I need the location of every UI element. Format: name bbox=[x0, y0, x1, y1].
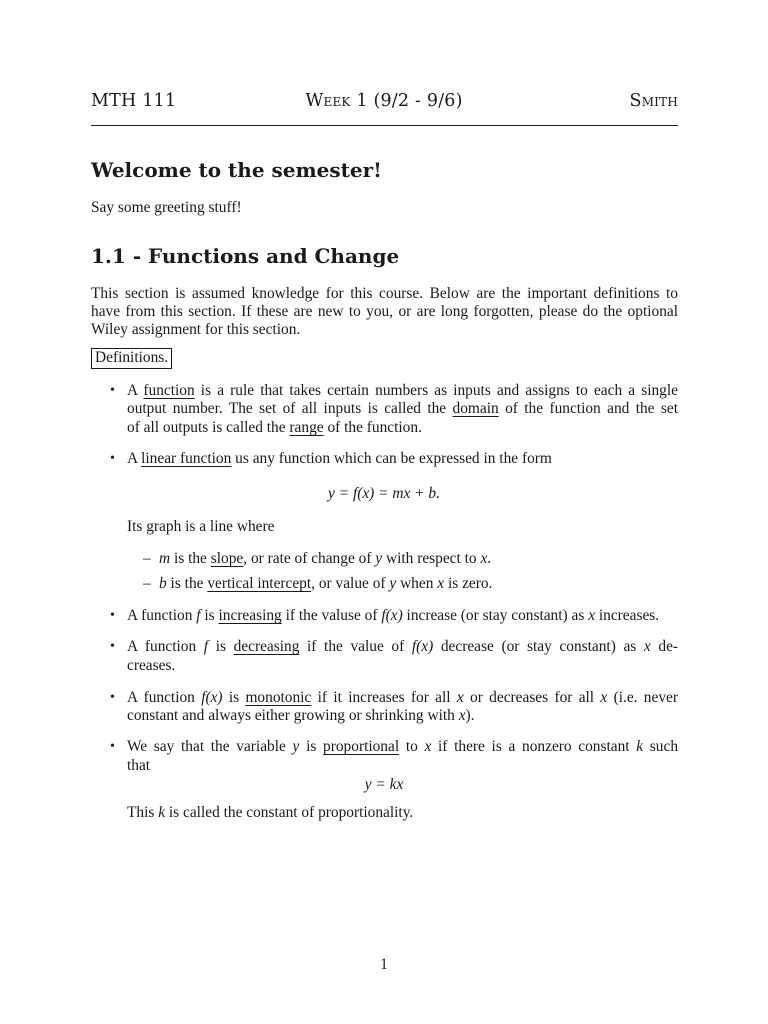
term-domain: domain bbox=[452, 400, 499, 417]
header-rule bbox=[91, 125, 678, 126]
equation-proportional: y = kx bbox=[364, 776, 404, 793]
sub-marker: – bbox=[143, 550, 151, 567]
equation-linear: y = f(x) = mx + b. bbox=[328, 485, 440, 502]
bullet-5-line-1: A function f(x) is monotonic if it increases for all x or decreases for all x (i.e. never bbox=[127, 689, 678, 706]
header-author: Smith bbox=[629, 91, 678, 111]
intro-line-1: This section is assumed knowledge for this course. Below are the important definitions to bbox=[91, 285, 678, 302]
graph-text: Its graph is a line where bbox=[127, 518, 275, 535]
bullet-4-line-1: A function f is decreasing if the value of f(x) decrease (or stay constant) as x de- bbox=[127, 638, 679, 655]
term-decreasing: decreasing bbox=[233, 638, 300, 655]
bullet-marker: • bbox=[110, 639, 115, 654]
bullet-marker: • bbox=[110, 451, 115, 466]
term-range: range bbox=[289, 419, 324, 436]
sub-marker: – bbox=[143, 575, 151, 592]
term-linear-function: linear function bbox=[141, 450, 232, 467]
bullet-1-line-2: output number. The set of all inputs is called the domain of the function and the set bbox=[127, 400, 678, 417]
header-week: Week 1 (9/2 - 9/6) bbox=[305, 91, 463, 111]
bullet-6-line-2: that bbox=[127, 757, 151, 774]
bullet-1-line-3: of all outputs is called the range of the function. bbox=[127, 419, 422, 436]
bullet-4-line-2: creases. bbox=[127, 657, 176, 674]
welcome-text: Say some greeting stuff! bbox=[91, 199, 242, 216]
bullet-1-line-1: A function is a rule that takes certain numbers as inputs and assigns to each a single bbox=[127, 382, 678, 399]
intro-line-3: Wiley assignment for this section. bbox=[91, 321, 301, 338]
sub-item-slope: m is the slope, or rate of change of y with respect to x. bbox=[159, 550, 492, 567]
term-function: function bbox=[143, 382, 195, 399]
bullet-2-line-1: A linear function us any function which can be expressed in the form bbox=[127, 450, 552, 467]
intro-line-2: have from this section. If these are new to you, or are long forgotten, please do the optional bbox=[91, 303, 678, 320]
welcome-heading: Welcome to the semester! bbox=[91, 158, 382, 182]
bullet-marker: • bbox=[110, 608, 115, 623]
term-monotonic: monotonic bbox=[245, 689, 312, 706]
bullet-5-line-2: constant and always either growing or shrinking with x). bbox=[127, 707, 475, 724]
term-proportional: proportional bbox=[323, 738, 400, 755]
bullet-marker: • bbox=[110, 383, 115, 398]
header-course: MTH 111 bbox=[91, 91, 177, 111]
bullet-marker: • bbox=[110, 739, 115, 754]
term-vertical-intercept: vertical intercept bbox=[207, 575, 312, 592]
definitions-box: Definitions. bbox=[91, 348, 172, 369]
section-heading: 1.1 - Functions and Change bbox=[91, 244, 400, 268]
bullet-marker: • bbox=[110, 690, 115, 705]
page-number: 1 bbox=[380, 956, 388, 973]
bullet-3: A function f is increasing if the valuse of f(x) increase (or stay constant) as x increases. bbox=[127, 607, 660, 624]
term-slope: slope bbox=[210, 550, 244, 567]
bullet-6-line-1: We say that the variable y is proportional to x if there is a nonzero constant k such bbox=[127, 738, 679, 755]
term-increasing: increasing bbox=[218, 607, 282, 624]
proportionality-text: This k is called the constant of proportionality. bbox=[127, 804, 414, 821]
sub-item-intercept: b is the vertical intercept, or value of y when x is zero. bbox=[159, 575, 493, 592]
